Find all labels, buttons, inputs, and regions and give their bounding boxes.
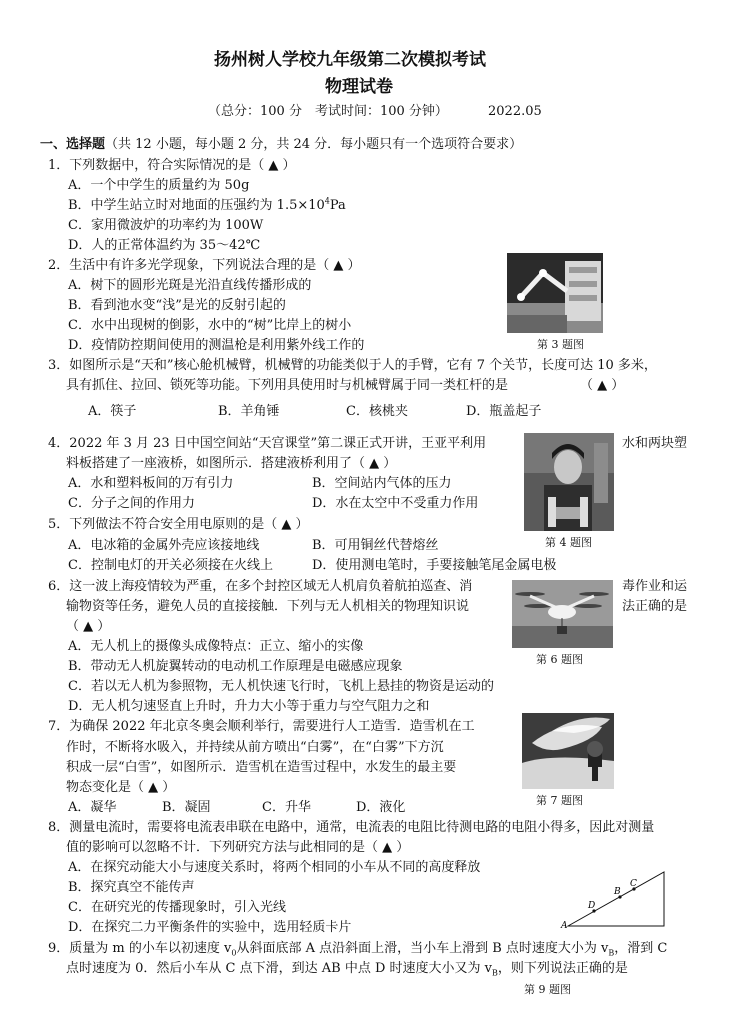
q8-stem-line1: 8．测量电流时，需要将电流表串联在电路中，通常，电流表的电阻比待测电路的电阻小得多，因此对测量	[48, 820, 655, 835]
q6-stem-line3: （ ▲ ）	[66, 619, 111, 634]
q4-option-a: A．水和塑料板间的万有引力	[68, 476, 234, 491]
q7-option-a: A．凝华	[68, 800, 117, 815]
q9-l1-c: ，滑到 C	[614, 941, 668, 956]
q7-option-c: C．升华	[262, 800, 311, 815]
q2-option-d: D．疫情防控期间使用的测温枪是利用紫外线工作的	[68, 338, 365, 353]
q8-option-c: C．在研究光的传播现象时，引入光线	[68, 900, 286, 915]
q2-stem: 2．生活中有许多光学现象，下列说法合理的是（ ▲ ）	[48, 258, 361, 273]
q6-stem-line2-end: 法正确的是	[622, 599, 688, 614]
q8-option-b: B．探究真空不能传声	[68, 880, 195, 895]
q1-b-unit: Pa	[329, 198, 346, 213]
fig6-drone-photo	[512, 580, 613, 648]
q9-stem-line2	[66, 961, 628, 977]
q1-b-exp: 4	[324, 196, 330, 206]
q9-l1-b: 从斜面底部 A 点沿斜面上滑，当小车上滑到 B 点时速度大小为 v	[236, 941, 609, 956]
q1-stem: 1．下列数据中，符合实际情况的是（ ▲ ）	[48, 158, 296, 173]
q7-stem-line4: 物态变化是（ ▲ ）	[66, 780, 176, 795]
q6-option-d: D．无人机匀速竖直上升时，升力大小等于重力与空气阻力之和	[68, 699, 430, 714]
q4-stem-line1-end: 水和两块塑	[622, 436, 688, 451]
q1-option-d: D．人的正常体温约为 35～42℃	[68, 238, 261, 253]
q5-option-d: D．使用测电笔时，手要接触笔尾金属电极	[312, 558, 557, 573]
fig3-robot-arm-photo	[507, 253, 603, 333]
q6-option-b: B．带动无人机旋翼转动的电动机工作原理是电磁感应现象	[68, 659, 403, 674]
q7-option-b: B．凝固	[162, 800, 211, 815]
q7-option-d: D．液化	[356, 800, 406, 815]
q3-stem-line2: 具有抓住、拉回、锁死等功能。下列用具使用时与机械臂属于同一类杠杆的是	[66, 378, 509, 393]
q8-option-a: A．在探究动能大小与速度关系时，将两个相同的小车从不同的高度释放	[68, 860, 481, 875]
q6-stem-line1-end: 毒作业和运	[622, 579, 688, 594]
q7-stem-line3: 积成一层“白雪”，如图所示．造雪机在造雪过程中，水发生的最主要	[66, 760, 457, 775]
fig9-incline-diagram	[560, 866, 670, 930]
q5-option-c: C．控制电灯的开关必须接在火线上	[68, 558, 273, 573]
q3-option-b: B．羊角锤	[218, 404, 280, 419]
point-d-label: D	[588, 901, 596, 911]
point-c-label: C	[630, 879, 637, 889]
q9-stem-line1	[48, 941, 667, 957]
robot-arm-image	[507, 253, 603, 333]
q9-l2-b: ，则下列说法正确的是	[497, 961, 628, 976]
snow-machine-image	[522, 713, 614, 789]
q1-b-text: B．中学生站立时对地面的压强约为 1.5×10	[68, 198, 325, 213]
q6-option-a: A．无人机上的摄像头成像特点：正立、缩小的实像	[68, 639, 364, 654]
fig4-caption: 第 4 题图	[545, 536, 592, 549]
q9-l2-sub: B	[492, 968, 498, 978]
q5-stem: 5．下列做法不符合安全用电原则的是（ ▲ ）	[48, 517, 309, 532]
exam-subtitle: 物理试卷	[325, 77, 393, 97]
fig7-caption: 第 7 题图	[536, 794, 583, 807]
q3-answer-blank: （ ▲ ）	[580, 378, 625, 393]
section-heading	[40, 137, 522, 153]
astronaut-image	[524, 433, 614, 531]
q8-option-d: D．在探究二力平衡条件的实验中，选用轻质卡片	[68, 920, 352, 935]
q3-stem-line1: 3．如图所示是“天和”核心舱机械臂，机械臂的功能类似于人的手臂，它有 7 个关节，长度可达 10 多米，	[48, 358, 657, 373]
q1-option-b	[68, 198, 346, 214]
q1-option-a: A．一个中学生的质量约为 50g	[68, 178, 250, 193]
q3-option-d: D．瓶盖起子	[466, 404, 542, 419]
q3-option-a: A．筷子	[88, 404, 137, 419]
drone-image	[512, 580, 613, 648]
fig6-caption: 第 6 题图	[536, 653, 583, 666]
q4-stem-line2: 料板搭建了一座液桥，如图所示．搭建液桥利用了（ ▲ ）	[66, 456, 397, 471]
q9-l2-a: 点时速度为 0．然后小车从 C 点下滑，到达 AB 中点 D 时速度大小又为 v	[66, 961, 492, 976]
exam-meta: （总分：100 分 考试时间：100 分钟）	[208, 104, 448, 119]
fig3-caption: 第 3 题图	[537, 338, 584, 351]
point-a-label: A	[561, 921, 568, 930]
q4-option-c: C．分子之间的作用力	[68, 496, 195, 511]
q1-option-c: C．家用微波炉的功率约为 100W	[68, 218, 264, 233]
q4-option-b: B．空间站内气体的压力	[312, 476, 452, 491]
q3-option-c: C．核桃夹	[346, 404, 408, 419]
q9-l1-a: 9．质量为 m 的小车以初速度 v	[48, 941, 232, 956]
fig9-caption: 第 9 题图	[524, 983, 571, 996]
q4-stem-line1: 4．2022 年 3 月 23 日中国空间站“天宫课堂”第二课正式开讲，王亚平利用	[48, 436, 487, 451]
fig7-snow-machine-photo	[522, 713, 614, 789]
exam-date: 2022.05	[488, 104, 542, 119]
q2-option-b: B．看到池水变“浅”是光的反射引起的	[68, 298, 286, 313]
q6-stem-line1: 6．这一波上海疫情较为严重，在多个封控区域无人机肩负着航拍巡查、消	[48, 579, 473, 594]
q7-stem-line1: 7．为确保 2022 年北京冬奥会顺利举行，需要进行人工造雪．造雪机在工	[48, 719, 475, 734]
q6-stem-line2: 输物资等任务，避免人员的直接接触．下列与无人机相关的物理知识说	[66, 599, 470, 614]
q6-option-c: C．若以无人机为参照物，无人机快速飞行时，飞机上悬挂的物资是运动的	[68, 679, 494, 694]
q8-stem-line2: 值的影响可以忽略不计．下列研究方法与此相同的是（ ▲ ）	[66, 840, 410, 855]
fig4-liquid-bridge-photo	[524, 433, 614, 531]
point-b-label: B	[614, 887, 621, 897]
section-desc: （共 12 小题，每小题 2 分，共 24 分．每小题只有一个选项符合要求）	[105, 137, 523, 152]
q7-stem-line2: 作时，不断将水吸入，并持续从前方喷出“白雾”，在“白雾”下方沉	[66, 740, 444, 755]
q5-option-b: B．可用铜丝代替熔丝	[312, 538, 439, 553]
q2-option-c: C．水中出现树的倒影，水中的“树”比岸上的树小	[68, 318, 352, 333]
q9-l1-sub2: B	[608, 948, 615, 958]
q4-option-d: D．水在太空中不受重力作用	[312, 496, 479, 511]
section-title: 一、选择题	[40, 137, 106, 152]
exam-title: 扬州树人学校九年级第二次模拟考试	[214, 50, 486, 70]
q5-option-a: A．电冰箱的金属外壳应该接地线	[68, 538, 260, 553]
q2-option-a: A．树下的圆形光斑是光沿直线传播形成的	[68, 278, 312, 293]
q9-l1-sub: 0	[231, 948, 237, 958]
